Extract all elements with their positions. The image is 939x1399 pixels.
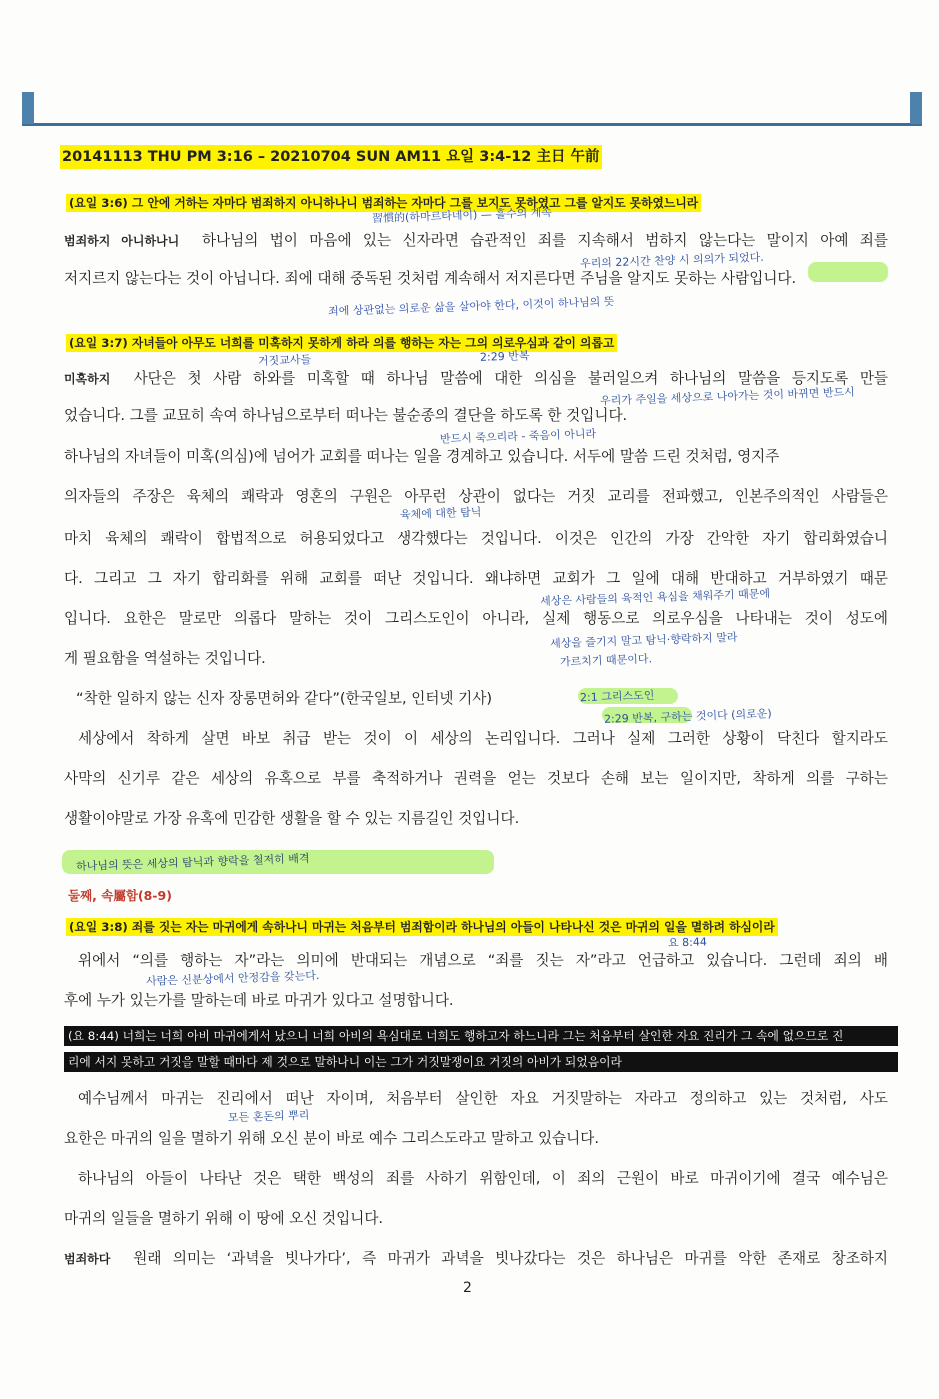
- paragraph-line: 게 필요함을 역설하는 것입니다.: [64, 650, 266, 667]
- paragraph-line: 위에서 “의를 행하는 자”라는 의미에 반대되는 개념으로 “죄를 짓는 자”라고 언급하고 있습니다. 그런데 죄의 배: [78, 952, 888, 969]
- term-label: 범죄하지 아니하나니: [64, 234, 180, 248]
- paragraph-line: 예수님께서 마귀는 진리에서 떠난 자이며, 처음부터 살인한 자요 거짓말하는 자라고 정의하고 있는 것처럼, 사도: [78, 1090, 888, 1107]
- header-tab-right: [910, 92, 922, 124]
- term-label: 미혹하지: [64, 372, 111, 386]
- paragraph-line: 었습니다. 그를 교묘히 속여 하나님으로부터 떠나는 불순종의 결단을 하도록 한 것입니다.: [64, 407, 628, 424]
- paragraph-line: 세상에서 착하게 살면 바보 취급 받는 것이 이 세상의 논리입니다. 그러나 실제 그러한 상황이 닥친다 할지라도: [78, 730, 888, 747]
- section-title: 둘째, 속屬함(8-9): [68, 888, 172, 903]
- paragraph-line: 마치 육체의 쾌락이 합법적으로 허용되었다고 생각했다는 것입니다. 이것은 인간의 가장 간악한 자기 합리화였습니: [64, 530, 888, 547]
- handwritten-note: 習慣的(하마르타네이) — 흘수의 계속: [371, 205, 553, 226]
- paragraph-line: 범죄하지 아니하나니 하나님의 법이 마음에 있는 신자라면 습관적인 죄를 지속해서 범하지 않는다는 말이지 아예 죄를: [64, 232, 888, 249]
- verse-jn-8-44-line2: 리에 서지 못하고 거짓을 말할 때마다 제 것으로 말하나니 이는 그가 거짓말쟁이요 거짓의 아비가 되었음이라: [64, 1052, 898, 1072]
- paragraph-line: 입니다. 요한은 말로만 의롭다 말하는 것이 그리스도인이 아니라, 실제 행동으로 의로우심을 나타내는 것이 성도에: [64, 610, 888, 627]
- verse-jn-8-44-line1: (요 8:44) 너희는 너희 아비 마귀에게서 났으니 너희 아비의 욕심대로 너희도 행하고자 하느니라 그는 처음부터 살인한 자요 진리가 그 속에 없으므로 진: [64, 1026, 898, 1046]
- sermon-title: 20141113 THU PM 3:16 – 20210704 SUN AM11 요일 3:4-12 主日 午前: [60, 145, 602, 169]
- article-quote: “착한 일하지 않는 신자 장롱면허와 같다”(한국일보, 인터넷 기사): [76, 690, 493, 707]
- handwritten-note: 우리의 22시간 찬양 시 의의가 되었다.: [579, 250, 764, 271]
- paragraph-line: 마귀의 일들을 멸하기 위해 이 땅에 오신 것입니다.: [64, 1210, 384, 1227]
- handwritten-note: 2:29 반복, 구하는 것이다 (의로운): [603, 707, 772, 726]
- verse-1jn-3-7: (요일 3:7) 자녀들아 아무도 너희를 미혹하지 못하게 하라 의를 행하는 자는 그의 의로우심과 같이 의롭고: [66, 334, 617, 352]
- handwritten-note: 사람은 신분상에서 안정감을 갖는다.: [145, 968, 320, 989]
- paragraph-line: 하나님의 자녀들이 미혹(의심)에 넘어가 교회를 떠나는 일을 경계하고 있습니다. 서두에 말씀 드린 것처럼, 영지주: [64, 448, 780, 465]
- header-rule: [22, 95, 922, 126]
- handwritten-note: 2:1 그리스도인: [579, 688, 655, 705]
- handwritten-note: 하나님의 뜻은 세상의 탐닉과 향락을 철저히 배격: [75, 851, 310, 874]
- handwritten-note: 가르치기 때문이다.: [559, 652, 653, 669]
- paragraph-line: 하나님의 아들이 나타난 것은 택한 백성의 죄를 사하기 위함인데, 이 죄의 근원이 바로 마귀이기에 결국 예수님은: [78, 1170, 888, 1187]
- handwritten-note: 모든 혼돈의 뿌리: [227, 1108, 310, 1125]
- handwritten-note: 세상은 사람들의 육적인 욕심을 채워주기 때문에: [539, 586, 771, 609]
- paragraph-line: 요한은 마귀의 일을 멸하기 위해 오신 분이 바로 예수 그리스도라고 말하고 있습니다.: [64, 1130, 599, 1147]
- paragraph-line: 생활이야말로 가장 유혹에 민감한 생활을 할 수 있는 지름길인 것입니다.: [64, 810, 520, 827]
- verse-1jn-3-8: (요일 3:8) 죄를 짓는 자는 마귀에게 속하나니 마귀는 처음부터 범죄함이라 하나님의 아들이 나타나신 것은 마귀의 일을 멸하려 하심이라: [66, 918, 778, 936]
- handwritten-note: 육체에 대한 탐닉: [399, 505, 482, 522]
- green-highlight-mark: [808, 262, 888, 282]
- paragraph-line: 사막의 신기루 같은 세상의 유혹으로 부를 축적하거나 권력을 얻는 것보다 손해 보는 일이지만, 착하게 의를 구하는: [64, 770, 888, 787]
- handwritten-note: 2:29 반복: [479, 349, 530, 364]
- paragraph-line: 미혹하지 사단은 첫 사람 하와를 미혹할 때 하나님 말씀에 대한 의심을 불러일으켜 하나님의 말씀을 등지도록 만들: [64, 370, 888, 387]
- verse-1jn-3-6: (요일 3:6) 그 안에 거하는 자마다 범죄하지 아니하나니 범죄하는 자마다 그를 보지도 못하였고 그를 알지도 못하였느니라: [66, 194, 701, 212]
- paragraph-line: 후에 누가 있는가를 말하는데 바로 마귀가 있다고 설명합니다.: [64, 992, 454, 1009]
- handwritten-note: 죄에 상관없는 의로운 삶을 살아야 한다, 이것이 하나님의 뜻: [327, 295, 615, 318]
- paragraph-line: 범죄하다 원래 의미는 ‘과녁을 빗나가다’, 즉 마귀가 과녁을 빗나갔다는 것은 하나님은 마귀를 악한 존재로 창조하지: [64, 1250, 888, 1267]
- paragraph-line: 의자들의 주장은 육체의 쾌락과 영혼의 구원은 아무런 상관이 없다는 거짓 교리를 전파했고, 인본주의적인 사람들은: [64, 488, 888, 505]
- handwritten-note: 세상을 즐기지 말고 탐닉·향락하지 말라: [549, 630, 738, 651]
- handwritten-note: 거짓교사들: [257, 353, 312, 368]
- page-number: 2: [463, 1280, 472, 1296]
- handwritten-note: 반드시 죽으리라 - 죽음이 아니라: [439, 427, 597, 446]
- handwritten-note: 우리가 주일을 세상으로 나아가는 것이 바뀌면 반드시: [599, 385, 855, 408]
- paragraph-line: 저지르지 않는다는 것이 아닙니다. 죄에 대해 중독된 것처럼 계속해서 저지른다면 주님을 알지도 못하는 사람입니다.: [64, 270, 797, 287]
- header-tab-left: [22, 92, 34, 124]
- paragraph-line: 다. 그리고 그 자기 합리화를 위해 교회를 떠난 것입니다. 왜냐하면 교회가 그 일에 대해 반대하고 거부하였기 때문: [64, 570, 888, 587]
- term-label: 범죄하다: [64, 1252, 111, 1266]
- handwritten-note: 요 8:44: [667, 935, 708, 950]
